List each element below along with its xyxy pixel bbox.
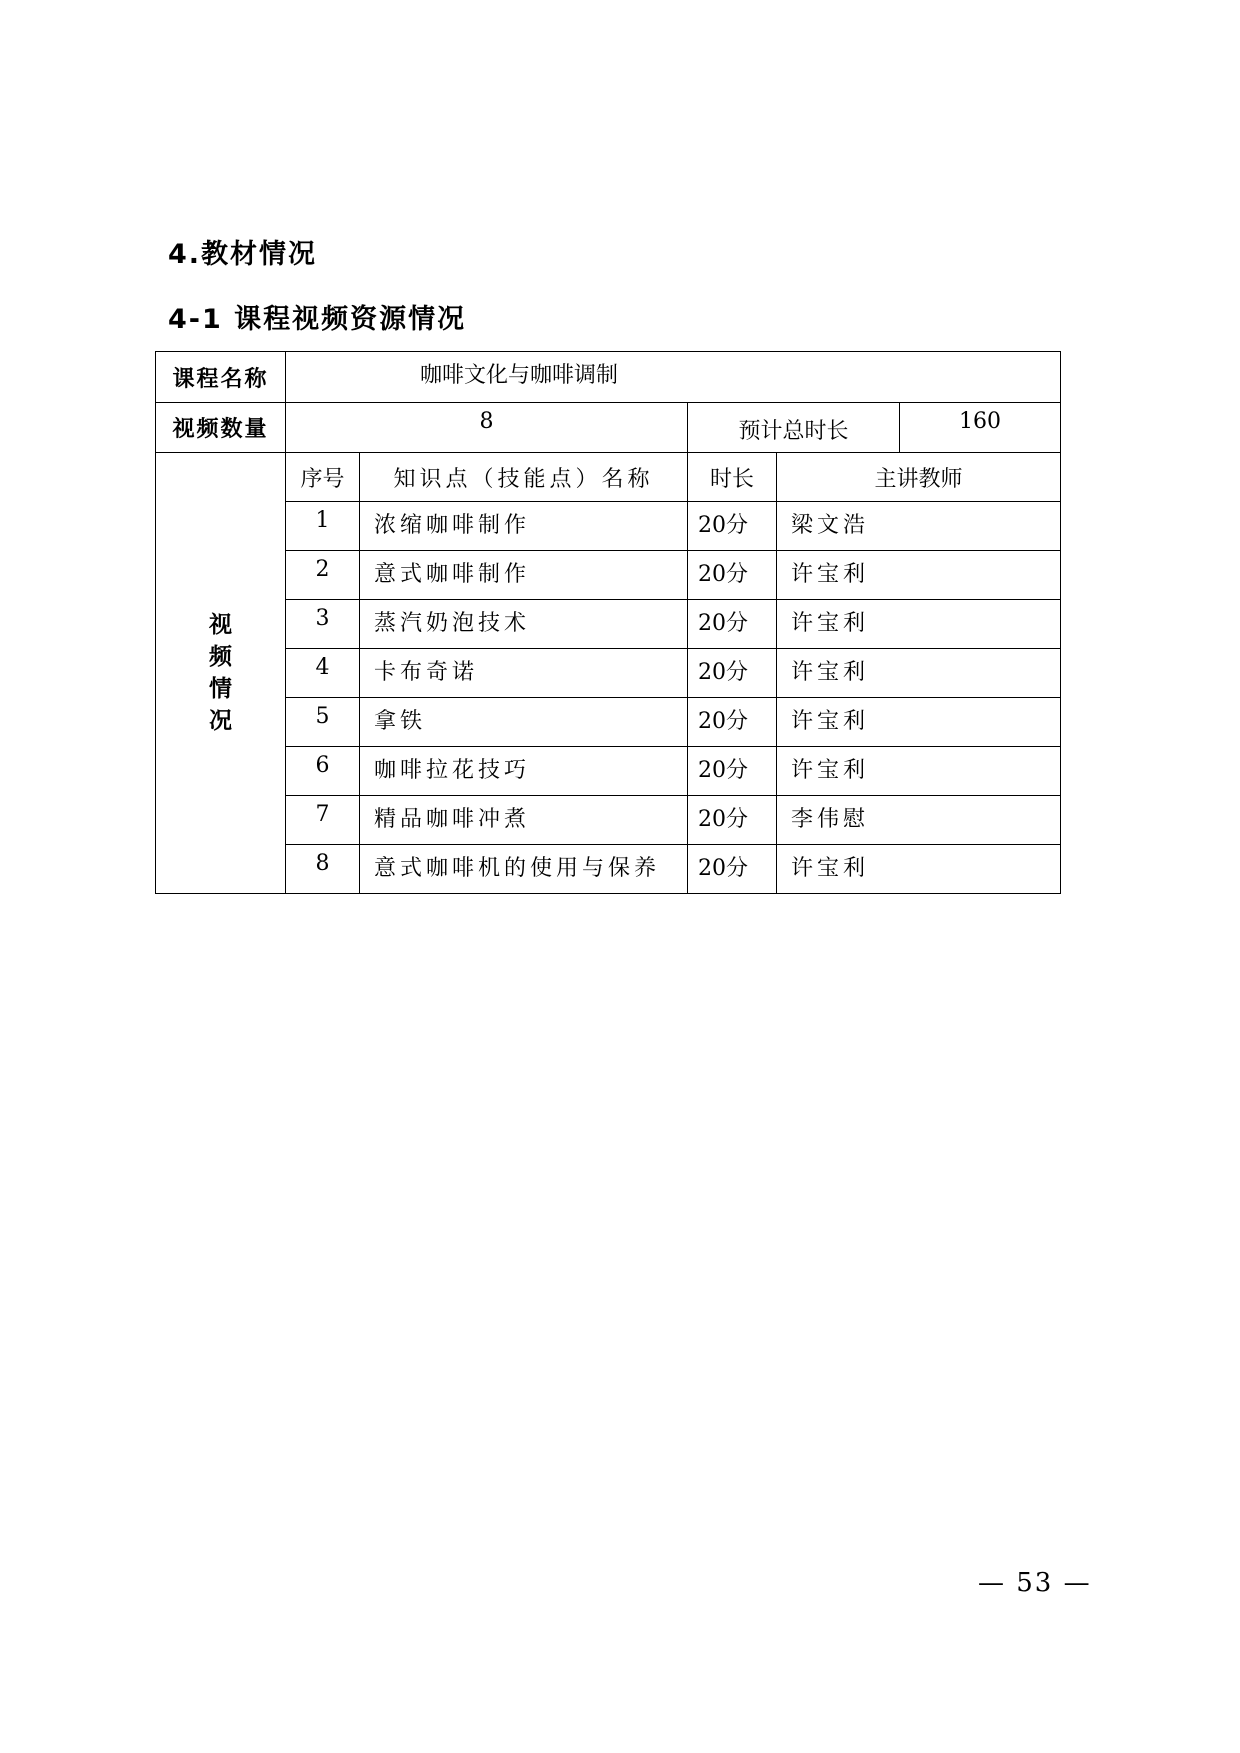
page-number: — 53 — — [978, 1568, 1092, 1598]
row-no: 8 — [286, 845, 360, 894]
column-header-name: 知识点（技能点）名称 — [360, 453, 688, 502]
subsection-heading: 4-1 课程视频资源情况 — [168, 304, 467, 335]
video-resource-table — [155, 351, 1061, 894]
table-row — [156, 845, 1061, 894]
row-duration: 20分 — [688, 796, 777, 845]
row-duration: 20分 — [688, 649, 777, 698]
course-name-label: 课程名称 — [156, 352, 286, 403]
column-header-no: 序号 — [286, 453, 360, 502]
video-count-label: 视频数量 — [156, 403, 286, 453]
video-count-value: 8 — [286, 403, 688, 453]
row-teacher: 许宝利 — [777, 747, 1061, 796]
row-no: 7 — [286, 796, 360, 845]
row-no: 5 — [286, 698, 360, 747]
row-name: 拿铁 — [360, 698, 688, 747]
row-no: 2 — [286, 551, 360, 600]
course-name-value: 咖啡文化与咖啡调制 — [286, 352, 1061, 403]
row-duration: 20分 — [688, 502, 777, 551]
row-teacher: 许宝利 — [777, 698, 1061, 747]
row-no: 4 — [286, 649, 360, 698]
column-header-teacher: 主讲教师 — [777, 453, 1061, 502]
row-teacher: 许宝利 — [777, 600, 1061, 649]
table-row — [156, 747, 1061, 796]
video-section-label: 视 频 情 况 — [156, 453, 286, 894]
row-name: 卡布奇诺 — [360, 649, 688, 698]
row-duration: 20分 — [688, 698, 777, 747]
row-teacher: 李伟慰 — [777, 796, 1061, 845]
row-no: 1 — [286, 502, 360, 551]
row-no: 6 — [286, 747, 360, 796]
row-name: 蒸汽奶泡技术 — [360, 600, 688, 649]
row-duration: 20分 — [688, 747, 777, 796]
table-row — [156, 698, 1061, 747]
table-header-row — [156, 453, 1061, 502]
table-row — [156, 796, 1061, 845]
duration-cell — [688, 403, 1061, 453]
table-row — [156, 600, 1061, 649]
row-name: 浓缩咖啡制作 — [360, 502, 688, 551]
section-heading: 4.教材情况 — [168, 239, 318, 270]
row-name: 精品咖啡冲煮 — [360, 796, 688, 845]
total-duration-label: 预计总时长 — [688, 403, 900, 452]
row-name: 咖啡拉花技巧 — [360, 747, 688, 796]
course-name-row — [156, 352, 1061, 403]
row-duration: 20分 — [688, 600, 777, 649]
row-teacher: 许宝利 — [777, 551, 1061, 600]
row-teacher: 梁文浩 — [777, 502, 1061, 551]
total-duration-value: 160 — [959, 409, 1001, 434]
row-teacher: 许宝利 — [777, 649, 1061, 698]
row-no: 3 — [286, 600, 360, 649]
row-duration: 20分 — [688, 845, 777, 894]
row-name: 意式咖啡制作 — [360, 551, 688, 600]
table-row — [156, 551, 1061, 600]
row-name: 意式咖啡机的使用与保养 — [360, 845, 688, 894]
row-duration: 20分 — [688, 551, 777, 600]
column-header-duration: 时长 — [688, 453, 777, 502]
table-row — [156, 649, 1061, 698]
video-count-row — [156, 403, 1061, 453]
table-row — [156, 502, 1061, 551]
row-teacher: 许宝利 — [777, 845, 1061, 894]
